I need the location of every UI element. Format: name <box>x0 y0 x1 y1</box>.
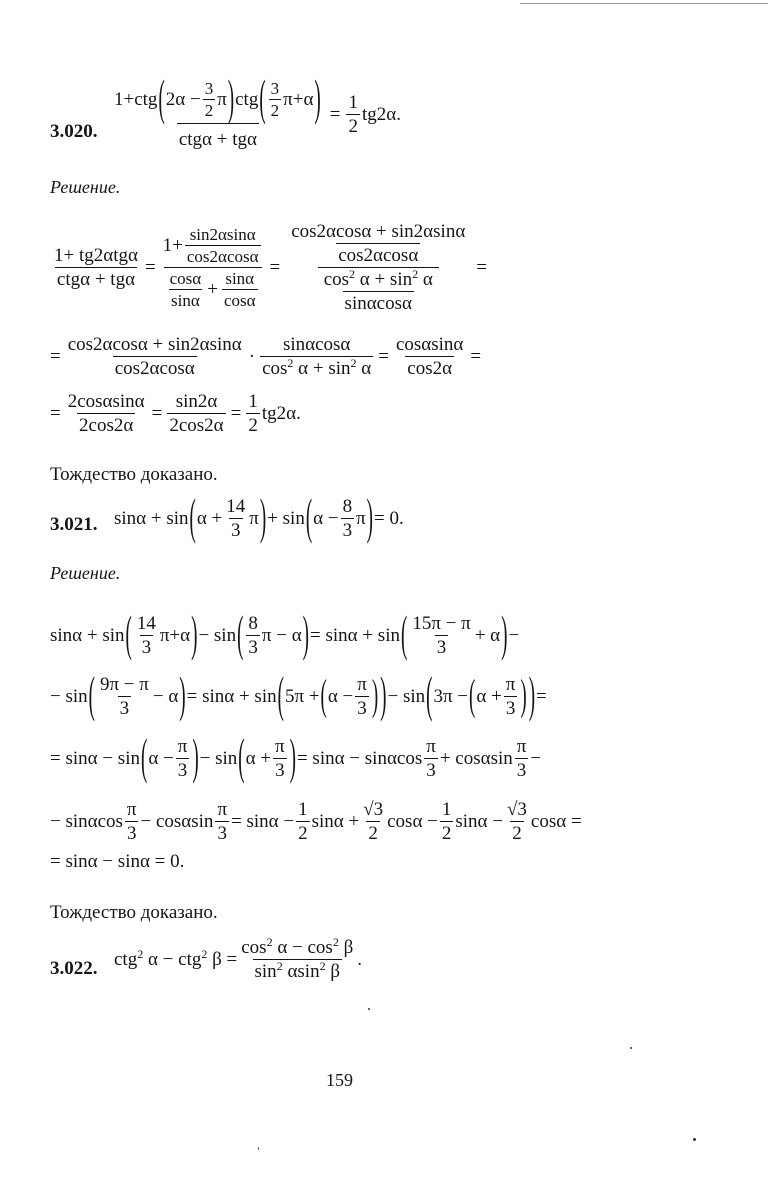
solution-label-3-020: Решение. <box>50 177 121 197</box>
scan-speck <box>368 1008 370 1010</box>
statement-fraction: 1+ctg ( 2α − $\frac{3}{2}$ π ) ctg ( 3 2 π+α ) ctgα + tgα <box>114 72 321 150</box>
scan-speck <box>693 1138 696 1141</box>
proven-label-3-021: Тождество доказано. <box>50 902 218 923</box>
problem-number-3-021: 3.021. <box>50 514 98 535</box>
problem-number-3-022: 3.022. <box>50 958 98 979</box>
scan-edge-line <box>520 3 768 4</box>
solution-3-021-line-1: sinα + sin ( 14 3 π+α ) − sin ( 8 3 π − α ) = sinα + sin ( 15π − π 3 + α ) − <box>50 608 520 663</box>
solution-3-020-line-2: = $\frac{\cos 2\alpha\cos\alpha + \sin 2\alpha\sin\alpha}{\cos 2\alpha\cos\alpha}$ · $\frac{\sin\alpha\cos\alpha}{\cos^2 \alpha + \sin^2 \alpha}$ = $\frac{\cos\alpha\sin\alpha}{\cos 2\alpha}$ = <box>50 334 482 379</box>
problem-number-3-020: 3.020. <box>50 121 98 142</box>
page-number: 159 <box>326 1070 353 1090</box>
solution-3-021-line-2: − sin ( 9π − π 3 − α ) = sinα + sin ( 5π + ( α − $\frac{\pi}{3}$ ) ) − sin ( 3π − ( α + $\frac{\pi}{3}$ ) ) = <box>50 669 547 724</box>
solution-3-020-line-1: 1+ tg2αtgα ctgα + tgα = 1+ $\frac{\sin 2\alpha\sin\alpha}{\cos 2\alpha\cos\alpha}$ cosα sinα + $\frac{\sin\alpha}{\cos\alpha}$ = $\frac{\frac{\cos 2\alpha\cos\alpha + \sin 2\alpha\sin\alpha}{\cos 2\alpha\cos\alpha}}{\frac{\cos^2 \alpha + \sin^2 \alpha}{\sin\alpha\cos\alpha}}$ = <box>54 221 487 314</box>
scan-speck <box>630 1047 632 1049</box>
problem-3-022-statement: ctg$^2$ α − ctg$^2$ β = $\frac{\cos^2 \alpha - \cos^2 \beta}{\sin^2 \alpha\sin^2 \beta}$ . <box>114 935 362 982</box>
proven-label-3-020: Тождество доказано. <box>50 464 218 485</box>
solution-3-021-line-4: − sinαcos π 3 − cosαsin $\frac{\pi}{3}$ = sinα − $\frac{1}{2}$ sinα + $\frac{√3}{2}$ cosα − $\frac{1}{2}$ sinα − $\frac{√3}{2}$ cosα = <box>50 799 582 844</box>
solution-label-3-021: Решение. <box>50 563 121 583</box>
scan-speck <box>258 1147 259 1150</box>
solution-3-021-line-5: = sinα − sinα = 0. <box>50 851 185 872</box>
problem-3-021-statement: sinα + sin ( α + $\frac{14}{3}$ π ) + sin ( α − $\frac{8}{3}$ π ) = 0. <box>114 491 404 546</box>
solution-3-021-line-3: = sinα − sin ( α − $\frac{\pi}{3}$ ) − sin ( α + $\frac{\pi}{3}$ ) = sinα − sinαcos π 3 + cosαsin π 3 − <box>50 731 542 786</box>
problem-3-020-statement: 1+ctg ( 2α − $\frac{3}{2}$ π ) ctg ( 3 2 π+α ) ctgα + tgα = $\frac{1}{2}$ tg2α. <box>114 72 401 150</box>
solution-3-020-line-3: = $\frac{2\cos\alpha\sin\alpha}{2\cos 2\alpha}$ = $\frac{\sin 2\alpha}{2\cos 2\alpha}$ = $\frac{1}{2}$ tg2α. <box>50 391 301 436</box>
